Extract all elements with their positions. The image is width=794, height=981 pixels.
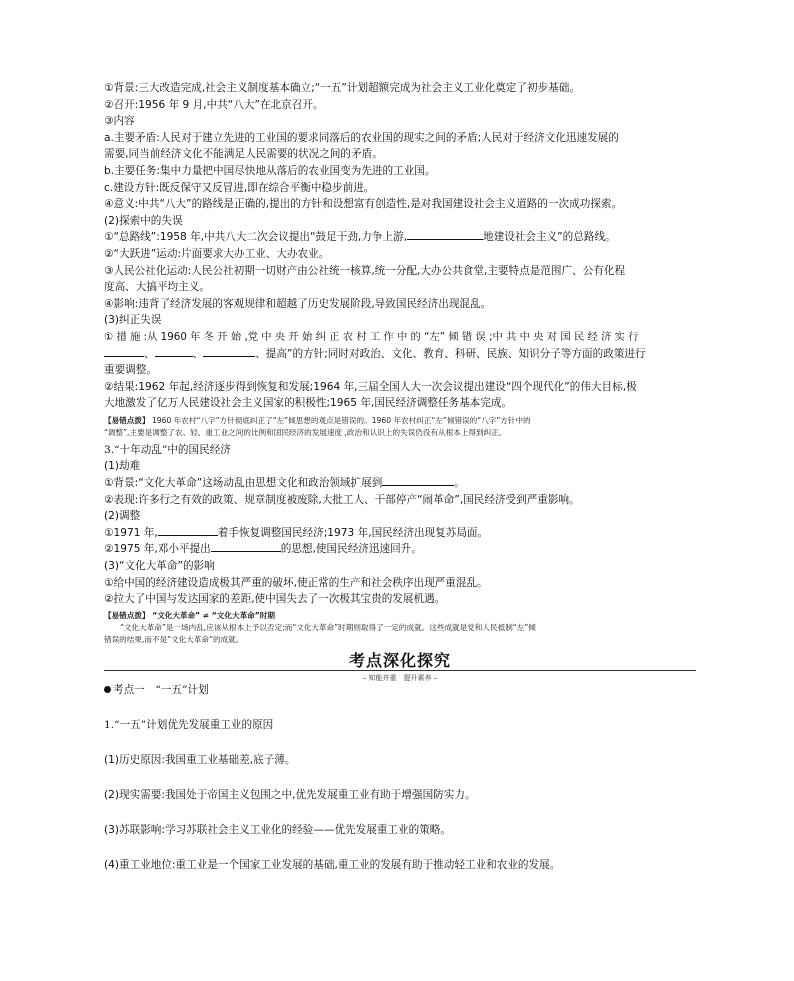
text-segment: 的思想,使国民经济迅速回升。 bbox=[280, 543, 422, 556]
banner-title: 考点深化探究 bbox=[348, 650, 451, 670]
text-line: 重要调整。 bbox=[104, 364, 157, 377]
fill-blank[interactable] bbox=[407, 229, 483, 240]
text-line: ①背景:三大改造完成,社会主义制度基本确立;“一五”计划超额完成为社会主义工业化奠定了初步基础。 bbox=[104, 82, 580, 94]
tip-label: 【易错点拨】 bbox=[104, 415, 150, 425]
text-line: ②召开:1956 年 9 月,中共“八大”在北京召开。 bbox=[104, 98, 324, 111]
text-line: a.主要矛盾:人民对于建立先进的工业国的要求同落后的农业国的现实之间的矛盾;人民对于经济文化迅速发展的 bbox=[104, 131, 619, 144]
text-line: ① 措 施 :从 1960 年 冬 开 始 ,党 中 央 开 始 纠 正 农 村 工 作 中 的 “左” 倾 错 误 ;中 共 中 央 对 国 民 经 济 实 行 bbox=[104, 330, 639, 343]
kaodian-label: 考点一 “一五”计划 bbox=[113, 683, 209, 696]
tip-text: 错误的结果,而不是“文化大革命”的成就。 bbox=[104, 634, 244, 644]
kaodian-heading bbox=[104, 682, 696, 699]
tip-heading: “文化大革命” ≠ “文化大革命”时期 bbox=[149, 610, 275, 620]
text-line bbox=[104, 525, 696, 542]
text-line: ③内容 bbox=[104, 115, 135, 128]
text-line bbox=[104, 229, 696, 246]
text-segment: 、提高”的方针;同时对政治、文化、教育、科研、民族、知识分子等方面的政策进行 bbox=[255, 347, 646, 360]
text-line: (3)纠正失误 bbox=[104, 314, 162, 327]
text-segment: ②1975 年,邓小平提出 bbox=[104, 543, 211, 556]
banner-subtitle-text: – 知能并重 提升素养 – bbox=[357, 674, 443, 682]
text-segment: 、 bbox=[192, 347, 204, 360]
fill-blank[interactable] bbox=[203, 346, 255, 357]
tip-text: “调整”,主要是调整了农、轻、重工业之间的比例和国民经济的发展速度 ,政治和认识上的失误仍没有从根本上得到纠正。 bbox=[104, 427, 507, 437]
fill-blank[interactable] bbox=[104, 346, 144, 357]
question-heading: 1.“一五”计划优先发展重工业的原因 bbox=[104, 718, 274, 731]
tip-label: 【易错点拨】 bbox=[104, 610, 150, 620]
text-line: (2)探索中的失误 bbox=[104, 214, 183, 227]
text-line: ①给中国的经济建设造成极其严重的破坏,使正常的生产和社会秩序出现严重混乱。 bbox=[104, 576, 488, 589]
text-line bbox=[104, 475, 696, 492]
text-segment: 着手恢复调整国民经济;1973 年,国民经济出现复苏局面。 bbox=[217, 526, 489, 539]
text-segment: ①1971 年, bbox=[104, 526, 158, 539]
text-line: b.主要任务:集中力量把中国尽快地从落后的农业国变为先进的工业国。 bbox=[104, 164, 436, 177]
fill-blank[interactable] bbox=[382, 475, 454, 486]
text-line: ②“大跃进”运动:片面要求大办工业、大办农业。 bbox=[104, 247, 330, 260]
text-segment: ①背景:“文化大革命”这场动乱由思想文化和政治领域扩展到 bbox=[104, 477, 383, 490]
tip-text: 1960 年农村“八字”方针彻底纠正了“左”倾思想的观点是错误的。1960 年农村纠正“左”倾错误的“八字”方针中的 bbox=[149, 415, 531, 425]
text-line: 需要,同当前经济文化不能满足人民需要的状况之间的矛盾。 bbox=[104, 148, 383, 161]
fill-blank[interactable] bbox=[158, 525, 218, 536]
banner-subtitle bbox=[104, 673, 696, 683]
text-line bbox=[104, 346, 696, 363]
text-segment: ①“总路线”:1958 年,中共八大二次会议提出“鼓足干劲,力争上游, bbox=[104, 231, 408, 244]
error-tip bbox=[104, 610, 696, 622]
text-line: ④意义:中共“八大”的路线是正确的,提出的方针和设想富有创造性,是对我国建设社会主义道路的一次成功探索。 bbox=[104, 198, 623, 211]
text-line: 度高、大搞平均主义。 bbox=[104, 281, 210, 294]
text-segment: 、 bbox=[144, 347, 155, 360]
text-line: ②表现:许多行之有效的政策、规章制度被废除,大批工人、干部停产“闹革命”,国民经济受到严重影响。 bbox=[104, 493, 580, 506]
section-banner bbox=[104, 648, 696, 682]
fill-blank[interactable] bbox=[155, 346, 193, 357]
section-heading: 3.“十年动乱”中的国民经济 bbox=[104, 443, 231, 456]
reason-item: (2)现实需要:我国处于帝国主义包围之中,优先发展重工业有助于增强国防实力。 bbox=[104, 789, 476, 802]
text-line: (2)调整 bbox=[104, 510, 141, 523]
text-line: ②结果:1962 年起,经济逐步得到恢复和发展;1964 年,三届全国人大一次会议提出建设“四个现代化”的伟大目标,极 bbox=[104, 380, 637, 393]
text-line: c.建设方针:既反保守又反冒进,即在综合平衡中稳步前进。 bbox=[104, 181, 375, 194]
text-line bbox=[104, 541, 696, 558]
content-column bbox=[104, 80, 696, 874]
tip-text: “文化大革命”是一场内乱,应该从根本上予以否定;而“文化大革命”时期则取得了一定的成就。这些成就是党和人民抵制“左”倾 bbox=[120, 622, 536, 632]
bullet-icon bbox=[104, 686, 111, 693]
text-line: (1)劫难 bbox=[104, 460, 141, 473]
reason-item: (1)历史原因:我国重工业基础差,底子薄。 bbox=[104, 754, 296, 766]
text-segment: 地建设社会主义”的总路线。 bbox=[483, 231, 616, 244]
text-line: (3)“文化大革命”的影响 bbox=[104, 560, 215, 573]
text-line: ④影响:违背了经济发展的客观规律和超越了历史发展阶段,导致国民经济出现混乱。 bbox=[104, 297, 492, 310]
reason-item: (4)重工业地位:重工业是一个国家工业发展的基础,重工业的发展有助于推动轻工业和农业的发展。 bbox=[104, 859, 561, 872]
text-line: ③人民公社化运动:人民公社初期一切财产由公社统一核算,统一分配,大办公共食堂,主要特点是范围广、公有化程 bbox=[104, 264, 626, 277]
fill-blank[interactable] bbox=[211, 541, 281, 552]
text-segment: 。 bbox=[454, 477, 465, 490]
text-line: ②拉大了中国与发达国家的差距,使中国失去了一次极其宝贵的发展机遇。 bbox=[104, 593, 446, 606]
error-tip bbox=[104, 415, 696, 427]
text-line: 大地激发了亿万人民建设社会主义国家的积极性;1965 年,国民经济调整任务基本完成。 bbox=[104, 397, 513, 410]
reason-item: (3)苏联影响:学习苏联社会主义工业化的经验——优先发展重工业的策略。 bbox=[104, 824, 451, 837]
